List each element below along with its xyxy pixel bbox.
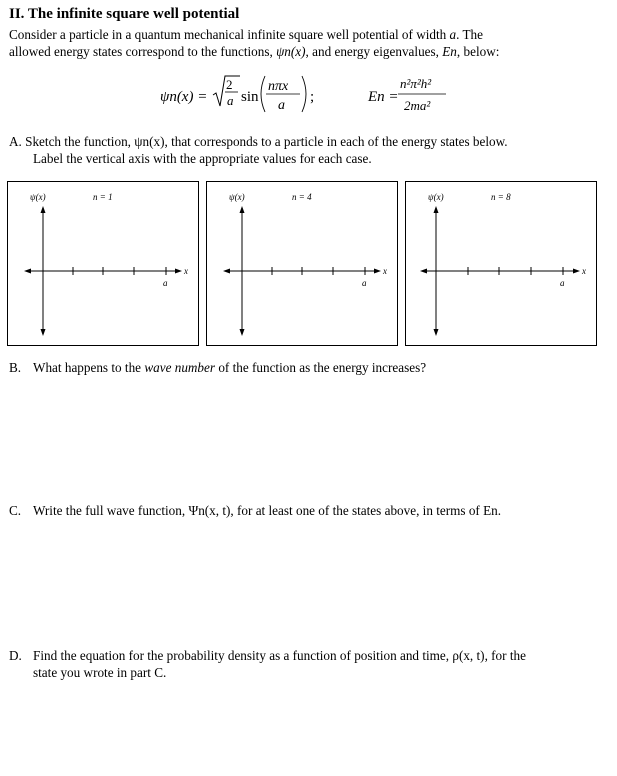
section-title: II. The infinite square well potential bbox=[9, 6, 240, 22]
psi-frac-num: 2 bbox=[226, 77, 233, 92]
x-mark-a: a bbox=[163, 278, 168, 288]
E-num: n²π²h² bbox=[400, 76, 432, 91]
x-mark-a: a bbox=[362, 278, 367, 288]
y-axis-label: ψ(x) bbox=[229, 192, 245, 202]
left-paren bbox=[261, 76, 265, 112]
psi-sin: sin bbox=[241, 89, 259, 105]
sketch-panel-n8[interactable] bbox=[405, 181, 597, 346]
axes-n8 bbox=[406, 182, 598, 347]
y-axis-label: ψ(x) bbox=[428, 192, 444, 202]
state-label: n = 1 bbox=[93, 192, 113, 202]
x-mark-a: a bbox=[560, 278, 565, 288]
sketch-panel-n4[interactable] bbox=[206, 181, 398, 346]
intro-paragraph: Consider a particle in a quantum mechanical infinite square well potential of width a. The allowed energy states correspond to the functions, ψn(x), and energy eigenvalues, En, below: bbox=[9, 27, 500, 59]
part-b-question: B. What happens to the wave number of the function as the energy increases? bbox=[9, 360, 427, 375]
E-den: 2ma² bbox=[404, 98, 431, 113]
psi-arg-den: a bbox=[278, 98, 285, 113]
y-axis-label: ψ(x) bbox=[30, 192, 46, 202]
axes-n4 bbox=[207, 182, 399, 347]
part-b-answer-area[interactable] bbox=[9, 382, 609, 492]
psi-arg-num: nπx bbox=[268, 79, 289, 94]
x-axis-label: x bbox=[383, 266, 387, 276]
sketch-panel-n1[interactable] bbox=[7, 181, 199, 346]
x-axis-label: x bbox=[184, 266, 188, 276]
axes-n1 bbox=[8, 182, 200, 347]
psi-frac-den: a bbox=[227, 93, 234, 108]
E-lhs: En = bbox=[368, 89, 399, 105]
state-label: n = 8 bbox=[491, 192, 511, 202]
x-axis-label: x bbox=[582, 266, 586, 276]
part-d-answer-area[interactable] bbox=[9, 686, 609, 766]
psi-lhs: ψn(x) = bbox=[160, 89, 208, 105]
part-c-answer-area[interactable] bbox=[9, 525, 609, 635]
part-d-question: D. Find the equation for the probability density as a function of position and time, ρ(x, t), for the state you wrote in part C. bbox=[9, 648, 526, 680]
equations bbox=[0, 70, 617, 122]
psi-end: ; bbox=[310, 89, 315, 105]
part-a-question: A. Sketch the function, ψn(x), that corresponds to a particle in each of the energy states below. Label the vertical axis with the appropriate values for each case. bbox=[9, 134, 508, 166]
right-paren bbox=[302, 76, 306, 112]
part-c-question: C. Write the full wave function, Ψn(x, t), for at least one of the states above, in terms of En. bbox=[9, 503, 502, 518]
state-label: n = 4 bbox=[292, 192, 312, 202]
